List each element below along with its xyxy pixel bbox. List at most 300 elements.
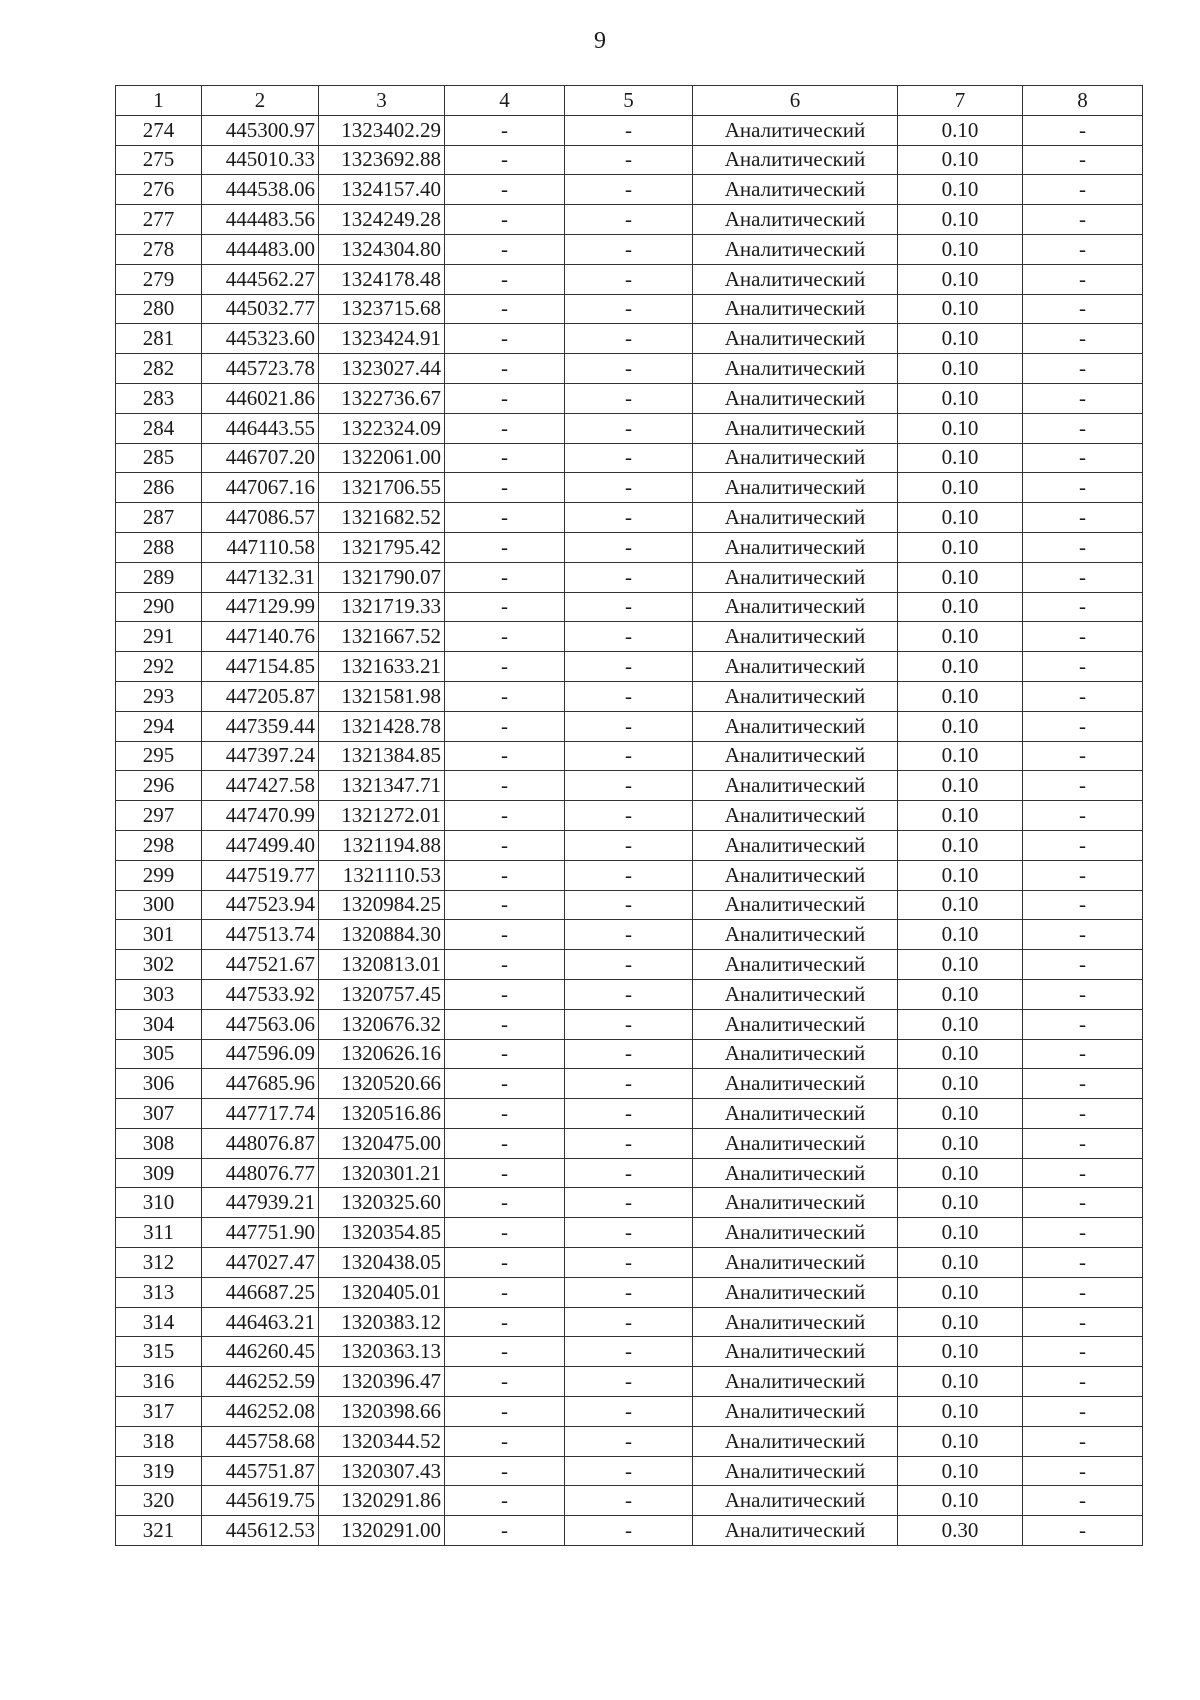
cell-x-coordinate: 446252.08 bbox=[202, 1397, 319, 1427]
cell-col-8: - bbox=[1023, 741, 1143, 771]
cell-col-8: - bbox=[1023, 1009, 1143, 1039]
cell-col-5: - bbox=[565, 622, 693, 652]
cell-y-coordinate: 1323692.88 bbox=[319, 145, 445, 175]
cell-method: Аналитический bbox=[693, 1009, 898, 1039]
table-row bbox=[116, 1158, 1143, 1188]
cell-accuracy: 0.10 bbox=[898, 205, 1023, 235]
cell-method: Аналитический bbox=[693, 801, 898, 831]
cell-point-number: 312 bbox=[116, 1248, 202, 1278]
cell-col-5: - bbox=[565, 383, 693, 413]
cell-point-number: 280 bbox=[116, 294, 202, 324]
cell-col-8: - bbox=[1023, 1307, 1143, 1337]
table-row bbox=[116, 1188, 1143, 1218]
cell-x-coordinate: 445032.77 bbox=[202, 294, 319, 324]
cell-method: Аналитический bbox=[693, 1158, 898, 1188]
cell-accuracy: 0.10 bbox=[898, 979, 1023, 1009]
cell-col-8: - bbox=[1023, 890, 1143, 920]
cell-method: Аналитический bbox=[693, 1397, 898, 1427]
table-row bbox=[116, 711, 1143, 741]
cell-accuracy: 0.10 bbox=[898, 115, 1023, 145]
cell-accuracy: 0.10 bbox=[898, 950, 1023, 980]
cell-col-5: - bbox=[565, 1307, 693, 1337]
cell-col-8: - bbox=[1023, 860, 1143, 890]
cell-method: Аналитический bbox=[693, 1307, 898, 1337]
table-row bbox=[116, 1486, 1143, 1516]
cell-x-coordinate: 447499.40 bbox=[202, 830, 319, 860]
cell-method: Аналитический bbox=[693, 115, 898, 145]
cell-col-5: - bbox=[565, 1486, 693, 1516]
table-row bbox=[116, 383, 1143, 413]
cell-y-coordinate: 1320516.86 bbox=[319, 1099, 445, 1129]
cell-method: Аналитический bbox=[693, 920, 898, 950]
cell-method: Аналитический bbox=[693, 1426, 898, 1456]
cell-col-8: - bbox=[1023, 1277, 1143, 1307]
cell-col-8: - bbox=[1023, 175, 1143, 205]
cell-x-coordinate: 447067.16 bbox=[202, 473, 319, 503]
cell-x-coordinate: 445751.87 bbox=[202, 1456, 319, 1486]
cell-col-4: - bbox=[445, 562, 565, 592]
table-row bbox=[116, 920, 1143, 950]
column-header: 2 bbox=[202, 86, 319, 116]
table-body bbox=[116, 115, 1143, 1545]
table-row bbox=[116, 1337, 1143, 1367]
coordinates-table bbox=[115, 85, 1143, 1546]
cell-col-4: - bbox=[445, 860, 565, 890]
cell-col-4: - bbox=[445, 145, 565, 175]
cell-accuracy: 0.10 bbox=[898, 1277, 1023, 1307]
cell-method: Аналитический bbox=[693, 622, 898, 652]
cell-method: Аналитический bbox=[693, 503, 898, 533]
cell-accuracy: 0.10 bbox=[898, 1397, 1023, 1427]
cell-col-4: - bbox=[445, 652, 565, 682]
cell-accuracy: 0.10 bbox=[898, 741, 1023, 771]
cell-method: Аналитический bbox=[693, 979, 898, 1009]
cell-point-number: 279 bbox=[116, 264, 202, 294]
cell-accuracy: 0.10 bbox=[898, 324, 1023, 354]
cell-col-5: - bbox=[565, 324, 693, 354]
cell-col-8: - bbox=[1023, 1069, 1143, 1099]
cell-method: Аналитический bbox=[693, 294, 898, 324]
cell-col-5: - bbox=[565, 830, 693, 860]
cell-col-8: - bbox=[1023, 413, 1143, 443]
cell-accuracy: 0.10 bbox=[898, 1099, 1023, 1129]
cell-accuracy: 0.10 bbox=[898, 1218, 1023, 1248]
cell-y-coordinate: 1322061.00 bbox=[319, 443, 445, 473]
cell-method: Аналитический bbox=[693, 145, 898, 175]
cell-accuracy: 0.10 bbox=[898, 145, 1023, 175]
cell-point-number: 294 bbox=[116, 711, 202, 741]
cell-y-coordinate: 1320475.00 bbox=[319, 1128, 445, 1158]
cell-col-4: - bbox=[445, 1009, 565, 1039]
cell-col-5: - bbox=[565, 413, 693, 443]
cell-col-4: - bbox=[445, 443, 565, 473]
cell-col-5: - bbox=[565, 562, 693, 592]
cell-col-4: - bbox=[445, 592, 565, 622]
table-row bbox=[116, 562, 1143, 592]
cell-col-8: - bbox=[1023, 1248, 1143, 1278]
cell-y-coordinate: 1321795.42 bbox=[319, 532, 445, 562]
page-number: 9 bbox=[594, 28, 606, 54]
cell-y-coordinate: 1320626.16 bbox=[319, 1039, 445, 1069]
cell-y-coordinate: 1320520.66 bbox=[319, 1069, 445, 1099]
table-row bbox=[116, 443, 1143, 473]
cell-accuracy: 0.10 bbox=[898, 1456, 1023, 1486]
cell-col-4: - bbox=[445, 324, 565, 354]
cell-point-number: 320 bbox=[116, 1486, 202, 1516]
cell-accuracy: 0.10 bbox=[898, 562, 1023, 592]
cell-point-number: 301 bbox=[116, 920, 202, 950]
cell-accuracy: 0.10 bbox=[898, 592, 1023, 622]
cell-col-8: - bbox=[1023, 979, 1143, 1009]
cell-col-5: - bbox=[565, 711, 693, 741]
cell-point-number: 311 bbox=[116, 1218, 202, 1248]
cell-col-4: - bbox=[445, 1069, 565, 1099]
table-row bbox=[116, 264, 1143, 294]
cell-method: Аналитический bbox=[693, 1069, 898, 1099]
cell-x-coordinate: 447086.57 bbox=[202, 503, 319, 533]
cell-col-5: - bbox=[565, 592, 693, 622]
cell-accuracy: 0.10 bbox=[898, 443, 1023, 473]
table-row bbox=[116, 1516, 1143, 1546]
cell-y-coordinate: 1320398.66 bbox=[319, 1397, 445, 1427]
cell-col-5: - bbox=[565, 1367, 693, 1397]
cell-x-coordinate: 445723.78 bbox=[202, 354, 319, 384]
cell-method: Аналитический bbox=[693, 681, 898, 711]
cell-col-5: - bbox=[565, 145, 693, 175]
table-row bbox=[116, 1069, 1143, 1099]
cell-col-8: - bbox=[1023, 264, 1143, 294]
table-row bbox=[116, 1456, 1143, 1486]
cell-method: Аналитический bbox=[693, 383, 898, 413]
cell-col-5: - bbox=[565, 443, 693, 473]
cell-y-coordinate: 1321706.55 bbox=[319, 473, 445, 503]
cell-method: Аналитический bbox=[693, 1516, 898, 1546]
table-header-row bbox=[116, 86, 1143, 116]
cell-x-coordinate: 447132.31 bbox=[202, 562, 319, 592]
cell-y-coordinate: 1323424.91 bbox=[319, 324, 445, 354]
cell-x-coordinate: 446687.25 bbox=[202, 1277, 319, 1307]
cell-col-5: - bbox=[565, 473, 693, 503]
cell-col-8: - bbox=[1023, 920, 1143, 950]
cell-point-number: 286 bbox=[116, 473, 202, 503]
table-row bbox=[116, 473, 1143, 503]
cell-col-5: - bbox=[565, 652, 693, 682]
cell-accuracy: 0.10 bbox=[898, 503, 1023, 533]
cell-col-5: - bbox=[565, 1158, 693, 1188]
table-row bbox=[116, 413, 1143, 443]
cell-col-8: - bbox=[1023, 324, 1143, 354]
cell-x-coordinate: 446260.45 bbox=[202, 1337, 319, 1367]
cell-x-coordinate: 447110.58 bbox=[202, 532, 319, 562]
cell-col-4: - bbox=[445, 205, 565, 235]
cell-x-coordinate: 447427.58 bbox=[202, 771, 319, 801]
cell-x-coordinate: 447129.99 bbox=[202, 592, 319, 622]
cell-col-8: - bbox=[1023, 1456, 1143, 1486]
cell-col-4: - bbox=[445, 830, 565, 860]
cell-x-coordinate: 444538.06 bbox=[202, 175, 319, 205]
cell-accuracy: 0.10 bbox=[898, 175, 1023, 205]
cell-col-8: - bbox=[1023, 711, 1143, 741]
cell-col-4: - bbox=[445, 115, 565, 145]
cell-col-4: - bbox=[445, 1367, 565, 1397]
cell-col-8: - bbox=[1023, 1039, 1143, 1069]
cell-accuracy: 0.10 bbox=[898, 294, 1023, 324]
cell-method: Аналитический bbox=[693, 1337, 898, 1367]
cell-x-coordinate: 447027.47 bbox=[202, 1248, 319, 1278]
column-header: 5 bbox=[565, 86, 693, 116]
cell-col-5: - bbox=[565, 294, 693, 324]
cell-col-8: - bbox=[1023, 1367, 1143, 1397]
cell-col-8: - bbox=[1023, 1128, 1143, 1158]
cell-col-8: - bbox=[1023, 1486, 1143, 1516]
table-row bbox=[116, 1397, 1143, 1427]
cell-x-coordinate: 447359.44 bbox=[202, 711, 319, 741]
table-row bbox=[116, 1277, 1143, 1307]
cell-col-4: - bbox=[445, 264, 565, 294]
table-row bbox=[116, 234, 1143, 264]
cell-x-coordinate: 446463.21 bbox=[202, 1307, 319, 1337]
cell-col-8: - bbox=[1023, 532, 1143, 562]
cell-method: Аналитический bbox=[693, 532, 898, 562]
cell-point-number: 295 bbox=[116, 741, 202, 771]
cell-point-number: 306 bbox=[116, 1069, 202, 1099]
cell-y-coordinate: 1324178.48 bbox=[319, 264, 445, 294]
table-row bbox=[116, 324, 1143, 354]
cell-col-5: - bbox=[565, 1456, 693, 1486]
cell-col-4: - bbox=[445, 1397, 565, 1427]
cell-col-8: - bbox=[1023, 145, 1143, 175]
cell-point-number: 303 bbox=[116, 979, 202, 1009]
table-row bbox=[116, 622, 1143, 652]
cell-col-4: - bbox=[445, 354, 565, 384]
column-header: 7 bbox=[898, 86, 1023, 116]
cell-x-coordinate: 445612.53 bbox=[202, 1516, 319, 1546]
cell-col-5: - bbox=[565, 920, 693, 950]
cell-col-8: - bbox=[1023, 294, 1143, 324]
column-header: 3 bbox=[319, 86, 445, 116]
cell-method: Аналитический bbox=[693, 1248, 898, 1278]
cell-y-coordinate: 1323715.68 bbox=[319, 294, 445, 324]
cell-method: Аналитический bbox=[693, 562, 898, 592]
cell-col-4: - bbox=[445, 1039, 565, 1069]
cell-point-number: 307 bbox=[116, 1099, 202, 1129]
cell-point-number: 321 bbox=[116, 1516, 202, 1546]
table-row bbox=[116, 175, 1143, 205]
cell-x-coordinate: 445758.68 bbox=[202, 1426, 319, 1456]
cell-accuracy: 0.10 bbox=[898, 1158, 1023, 1188]
cell-y-coordinate: 1320676.32 bbox=[319, 1009, 445, 1039]
cell-point-number: 292 bbox=[116, 652, 202, 682]
cell-point-number: 293 bbox=[116, 681, 202, 711]
cell-point-number: 289 bbox=[116, 562, 202, 592]
cell-col-5: - bbox=[565, 115, 693, 145]
cell-col-4: - bbox=[445, 622, 565, 652]
table-row bbox=[116, 115, 1143, 145]
cell-method: Аналитический bbox=[693, 264, 898, 294]
cell-point-number: 318 bbox=[116, 1426, 202, 1456]
cell-x-coordinate: 447521.67 bbox=[202, 950, 319, 980]
cell-col-5: - bbox=[565, 860, 693, 890]
cell-point-number: 314 bbox=[116, 1307, 202, 1337]
cell-col-4: - bbox=[445, 1188, 565, 1218]
cell-x-coordinate: 445619.75 bbox=[202, 1486, 319, 1516]
cell-x-coordinate: 444483.56 bbox=[202, 205, 319, 235]
cell-point-number: 317 bbox=[116, 1397, 202, 1427]
column-header: 1 bbox=[116, 86, 202, 116]
cell-y-coordinate: 1321633.21 bbox=[319, 652, 445, 682]
cell-col-5: - bbox=[565, 234, 693, 264]
cell-point-number: 297 bbox=[116, 801, 202, 831]
cell-method: Аналитический bbox=[693, 234, 898, 264]
cell-accuracy: 0.10 bbox=[898, 1307, 1023, 1337]
table-row bbox=[116, 681, 1143, 711]
cell-accuracy: 0.10 bbox=[898, 711, 1023, 741]
cell-method: Аналитический bbox=[693, 1367, 898, 1397]
table-row bbox=[116, 801, 1143, 831]
cell-col-5: - bbox=[565, 1128, 693, 1158]
cell-point-number: 310 bbox=[116, 1188, 202, 1218]
cell-x-coordinate: 444562.27 bbox=[202, 264, 319, 294]
cell-col-4: - bbox=[445, 771, 565, 801]
cell-method: Аналитический bbox=[693, 1456, 898, 1486]
cell-accuracy: 0.10 bbox=[898, 413, 1023, 443]
cell-x-coordinate: 445300.97 bbox=[202, 115, 319, 145]
cell-y-coordinate: 1320291.00 bbox=[319, 1516, 445, 1546]
cell-col-5: - bbox=[565, 264, 693, 294]
cell-y-coordinate: 1324157.40 bbox=[319, 175, 445, 205]
cell-y-coordinate: 1321428.78 bbox=[319, 711, 445, 741]
cell-point-number: 282 bbox=[116, 354, 202, 384]
cell-col-5: - bbox=[565, 354, 693, 384]
cell-col-5: - bbox=[565, 1039, 693, 1069]
cell-col-8: - bbox=[1023, 473, 1143, 503]
cell-point-number: 305 bbox=[116, 1039, 202, 1069]
cell-method: Аналитический bbox=[693, 1486, 898, 1516]
cell-col-5: - bbox=[565, 979, 693, 1009]
cell-col-8: - bbox=[1023, 443, 1143, 473]
cell-x-coordinate: 447751.90 bbox=[202, 1218, 319, 1248]
cell-point-number: 300 bbox=[116, 890, 202, 920]
cell-col-8: - bbox=[1023, 1337, 1143, 1367]
table-row bbox=[116, 979, 1143, 1009]
cell-accuracy: 0.10 bbox=[898, 473, 1023, 503]
cell-method: Аналитический bbox=[693, 1188, 898, 1218]
table-row bbox=[116, 950, 1143, 980]
cell-col-8: - bbox=[1023, 1426, 1143, 1456]
cell-x-coordinate: 446252.59 bbox=[202, 1367, 319, 1397]
cell-x-coordinate: 447533.92 bbox=[202, 979, 319, 1009]
cell-accuracy: 0.10 bbox=[898, 1039, 1023, 1069]
cell-point-number: 290 bbox=[116, 592, 202, 622]
cell-col-5: - bbox=[565, 771, 693, 801]
cell-accuracy: 0.10 bbox=[898, 1486, 1023, 1516]
cell-col-4: - bbox=[445, 1218, 565, 1248]
cell-col-5: - bbox=[565, 890, 693, 920]
cell-col-8: - bbox=[1023, 771, 1143, 801]
cell-col-5: - bbox=[565, 532, 693, 562]
cell-accuracy: 0.10 bbox=[898, 830, 1023, 860]
cell-col-5: - bbox=[565, 1277, 693, 1307]
cell-x-coordinate: 447523.94 bbox=[202, 890, 319, 920]
cell-y-coordinate: 1321667.52 bbox=[319, 622, 445, 652]
cell-method: Аналитический bbox=[693, 1099, 898, 1129]
table-row bbox=[116, 1099, 1143, 1129]
cell-point-number: 278 bbox=[116, 234, 202, 264]
cell-point-number: 315 bbox=[116, 1337, 202, 1367]
table-row bbox=[116, 145, 1143, 175]
table-row bbox=[116, 1039, 1143, 1069]
cell-col-4: - bbox=[445, 1307, 565, 1337]
cell-col-4: - bbox=[445, 1516, 565, 1546]
cell-point-number: 291 bbox=[116, 622, 202, 652]
cell-method: Аналитический bbox=[693, 950, 898, 980]
cell-y-coordinate: 1321110.53 bbox=[319, 860, 445, 890]
cell-col-8: - bbox=[1023, 1099, 1143, 1129]
cell-method: Аналитический bbox=[693, 413, 898, 443]
cell-y-coordinate: 1320344.52 bbox=[319, 1426, 445, 1456]
cell-accuracy: 0.10 bbox=[898, 383, 1023, 413]
cell-accuracy: 0.10 bbox=[898, 681, 1023, 711]
cell-x-coordinate: 447397.24 bbox=[202, 741, 319, 771]
cell-x-coordinate: 447519.77 bbox=[202, 860, 319, 890]
cell-accuracy: 0.10 bbox=[898, 1009, 1023, 1039]
cell-x-coordinate: 446443.55 bbox=[202, 413, 319, 443]
cell-y-coordinate: 1324249.28 bbox=[319, 205, 445, 235]
cell-point-number: 281 bbox=[116, 324, 202, 354]
table-row bbox=[116, 1426, 1143, 1456]
cell-col-5: - bbox=[565, 1426, 693, 1456]
cell-col-5: - bbox=[565, 1218, 693, 1248]
cell-col-8: - bbox=[1023, 115, 1143, 145]
cell-col-4: - bbox=[445, 950, 565, 980]
cell-col-8: - bbox=[1023, 1516, 1143, 1546]
cell-method: Аналитический bbox=[693, 473, 898, 503]
cell-accuracy: 0.10 bbox=[898, 771, 1023, 801]
cell-method: Аналитический bbox=[693, 1039, 898, 1069]
cell-point-number: 302 bbox=[116, 950, 202, 980]
cell-point-number: 319 bbox=[116, 1456, 202, 1486]
cell-y-coordinate: 1321581.98 bbox=[319, 681, 445, 711]
cell-col-5: - bbox=[565, 741, 693, 771]
table-row bbox=[116, 1307, 1143, 1337]
table-row bbox=[116, 741, 1143, 771]
cell-y-coordinate: 1320307.43 bbox=[319, 1456, 445, 1486]
table-row bbox=[116, 1248, 1143, 1278]
cell-col-5: - bbox=[565, 503, 693, 533]
cell-method: Аналитический bbox=[693, 771, 898, 801]
cell-col-8: - bbox=[1023, 1218, 1143, 1248]
cell-point-number: 298 bbox=[116, 830, 202, 860]
cell-col-5: - bbox=[565, 1337, 693, 1367]
cell-x-coordinate: 447596.09 bbox=[202, 1039, 319, 1069]
cell-col-4: - bbox=[445, 1337, 565, 1367]
cell-col-4: - bbox=[445, 503, 565, 533]
cell-col-4: - bbox=[445, 1158, 565, 1188]
table-row bbox=[116, 205, 1143, 235]
cell-x-coordinate: 447205.87 bbox=[202, 681, 319, 711]
cell-col-8: - bbox=[1023, 592, 1143, 622]
table-row bbox=[116, 860, 1143, 890]
cell-col-5: - bbox=[565, 1009, 693, 1039]
cell-col-4: - bbox=[445, 1486, 565, 1516]
cell-method: Аналитический bbox=[693, 592, 898, 622]
cell-col-4: - bbox=[445, 294, 565, 324]
cell-col-8: - bbox=[1023, 681, 1143, 711]
cell-col-4: - bbox=[445, 532, 565, 562]
cell-x-coordinate: 445010.33 bbox=[202, 145, 319, 175]
table-row bbox=[116, 1367, 1143, 1397]
cell-col-5: - bbox=[565, 1069, 693, 1099]
